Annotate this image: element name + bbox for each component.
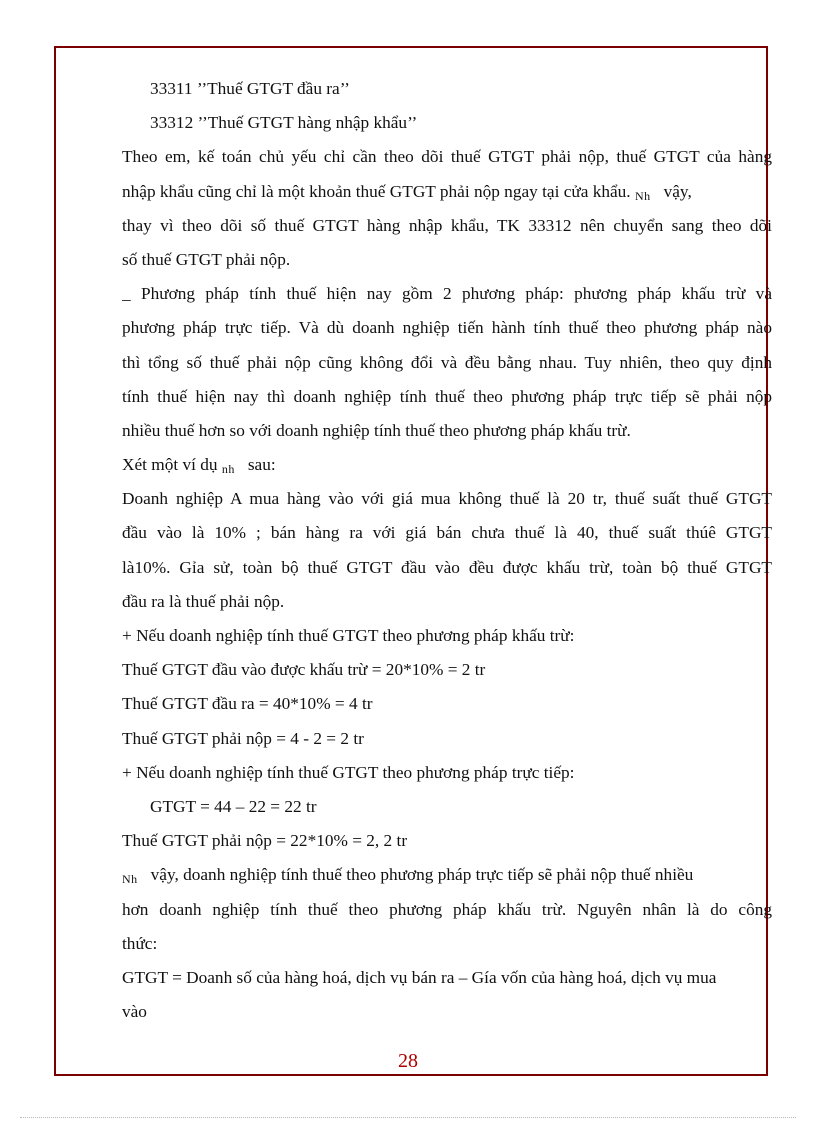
text-fragment: sau:	[247, 455, 276, 475]
paragraph-line: Doanh nghiệp A mua hàng vào với giá mua không thuế là 20 tr, thuế suất thuế GTGT	[122, 489, 772, 509]
paragraph-line: thay vì theo dõi số thuế GTGT hàng nhập khẩu, TK 33312 nên chuyển sang theo dõi	[122, 215, 772, 235]
formula-line: Thuế GTGT đầu vào được khấu trừ = 20*10% = 2 tr	[122, 660, 486, 680]
text-fragment: vậy,	[663, 181, 692, 201]
document-body	[122, 72, 772, 1029]
paragraph-line: số thuế GTGT phải nộp.	[122, 249, 291, 269]
paragraph-line: vào	[122, 1002, 147, 1022]
formula-line: GTGT = 44 – 22 = 22 tr	[150, 796, 317, 816]
formula-line: Thuế GTGT đầu ra = 40*10% = 4 tr	[122, 694, 373, 714]
paragraph-line: hơn doanh nghiệp tính thuế theo phương pháp khấu trừ. Nguyên nhân là do công	[122, 899, 772, 919]
formula-line: GTGT = Doanh số của hàng hoá, dịch vụ bán ra – Gía vốn của hàng hoá, dịch vụ mua	[122, 967, 717, 987]
paragraph-line: đầu ra là thuế phải nộp.	[122, 591, 285, 611]
text-fragment: vậy, doanh nghiệp tính thuế theo phương pháp trực tiếp sẽ phải nộp thuế nhiều	[150, 865, 694, 885]
text-fragment: Nh	[634, 188, 651, 203]
paragraph-line	[122, 175, 772, 209]
paragraph-line	[122, 448, 772, 482]
paragraph-line: nhiều thuế hơn so với doanh nghiệp tính thuế theo phương pháp khấu trừ.	[122, 420, 631, 440]
formula-line: Thuế GTGT phải nộp = 22*10% = 2, 2 tr	[122, 831, 408, 851]
text-fragment: Nh	[122, 872, 138, 887]
account-33312: 33312 ’’Thuế GTGT hàng nhập khẩu’’	[150, 113, 418, 133]
account-33311: 33311 ’’Thuế GTGT đầu ra’’	[150, 79, 350, 98]
paragraph-line: là10%. Gỉa sử, toàn bộ thuế GTGT đầu vào đều được khấu trừ, toàn bộ thuế GTGT	[122, 557, 772, 577]
paragraph-line: + Nếu doanh nghiệp tính thuế GTGT theo phương pháp trực tiếp:	[122, 762, 575, 782]
paragraph-line: đầu vào là 10% ; bán hàng ra với giá bán chưa thuế là 40, thuế suất thúê GTGT	[122, 523, 772, 543]
paragraph-line: phương pháp trực tiếp. Và dù doanh nghiệp tiến hành tính thuế theo phương pháp nào	[122, 318, 772, 338]
paragraph-line: thức:	[122, 933, 158, 953]
text-fragment: nh	[221, 462, 235, 477]
page-number: 28	[398, 1050, 418, 1072]
page-divider	[20, 1117, 796, 1118]
paragraph-line: Theo em, kế toán chủ yếu chỉ cần theo dõi thuế GTGT phải nộp, thuế GTGT của hàng	[122, 147, 772, 167]
text-fragment: nhập khẩu cũng chỉ là một khoản thuế GTGT phải nộp ngay tại cửa khẩu.	[122, 181, 631, 201]
paragraph-line: _ Phương pháp tính thuế hiện nay gồm 2 phương pháp: phương pháp khấu trừ và	[122, 284, 772, 304]
paragraph-line: thì tổng số thuế phải nộp cũng không đổi và đều bằng nhau. Tuy nhiên, theo quy định	[122, 352, 772, 372]
paragraph-line: tính thuế hiện nay thì doanh nghiệp tính thuế theo phương pháp trực tiếp sẽ phải nộp	[122, 386, 772, 406]
paragraph-line: + Nếu doanh nghiệp tính thuế GTGT theo phương pháp khấu trừ:	[122, 626, 575, 645]
text-fragment: Xét một ví dụ	[122, 455, 218, 475]
paragraph-line	[122, 858, 772, 892]
formula-line: Thuế GTGT phải nộp = 4 - 2 = 2 tr	[122, 728, 364, 748]
